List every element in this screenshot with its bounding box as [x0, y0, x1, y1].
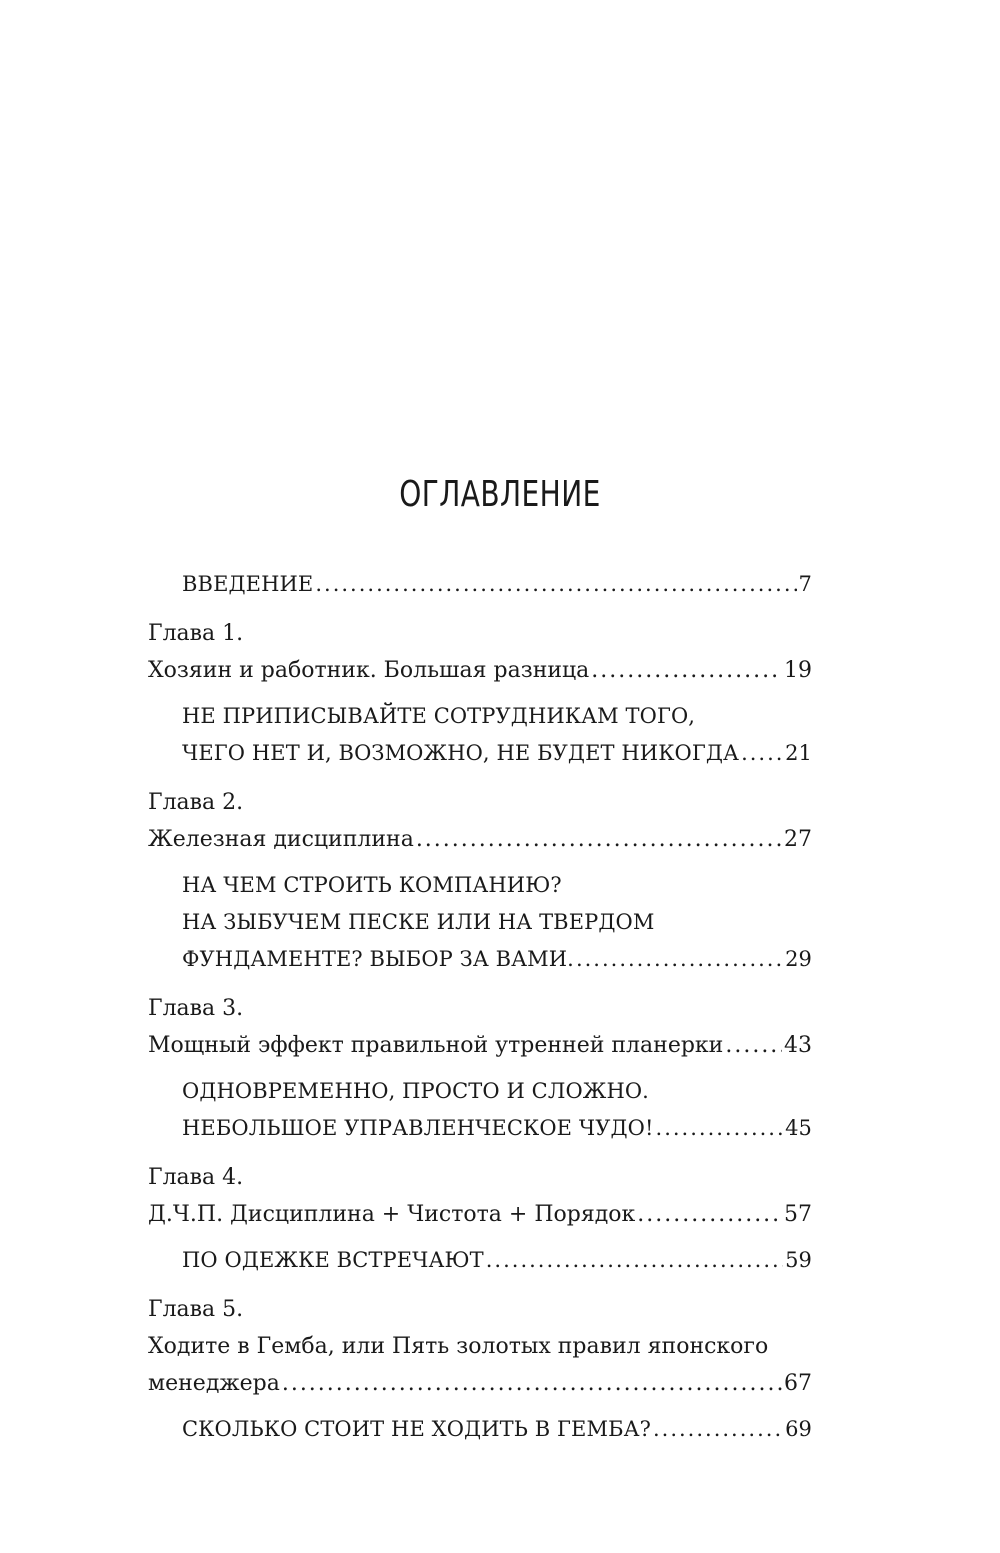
toc-entry-title: Д.Ч.П. Дисциплина + Чистота + Порядок: [148, 1202, 636, 1227]
toc-page-number: 43: [784, 1033, 812, 1058]
chapter-label: Глава 3.: [148, 996, 244, 1021]
toc-subentry-line: ОДНОВРЕМЕННО, ПРОСТО И СЛОЖНО.: [182, 1079, 649, 1103]
toc-subentry-line: НЕ ПРИПИСЫВАЙТЕ СОТРУДНИКАМ ТОГО,: [182, 704, 696, 728]
toc-page-number: 67: [784, 1371, 812, 1396]
dot-leader: [416, 821, 782, 858]
toc-subentry-line: НА ЧЕМ СТРОИТЬ КОМПАНИЮ?: [182, 873, 562, 897]
toc-entry-title: Хозяин и работник. Большая разница: [148, 658, 590, 683]
toc-entry-chapter-2[interactable]: [148, 821, 812, 858]
toc-page-number: 29: [785, 947, 812, 971]
toc-entry-title: ЧЕГО НЕТ И, ВОЗМОЖНО, НЕ БУДЕТ НИКОГДА: [182, 741, 740, 765]
dot-leader: [656, 1110, 784, 1147]
chapter-label: Глава 1.: [148, 621, 244, 646]
toc-entry-title: НЕБОЛЬШОЕ УПРАВЛЕНЧЕСКОЕ ЧУДО!: [182, 1116, 654, 1140]
dot-leader: [486, 1242, 783, 1279]
toc-page-number: 59: [785, 1248, 812, 1272]
dot-leader: [315, 566, 796, 603]
toc-subentry-line: НА ЗЫБУЧЕМ ПЕСКЕ ИЛИ НА ТВЕРДОМ: [182, 910, 655, 934]
toc-entry-title: ФУНДАМЕНТЕ? ВЫБОР ЗА ВАМИ.: [182, 947, 574, 971]
toc-entry-chapter-3[interactable]: [148, 1027, 812, 1064]
toc-page-number: 21: [785, 741, 812, 765]
toc-entry-title: СКОЛЬКО СТОИТ НЕ ХОДИТЬ В ГЕМБА?: [182, 1417, 651, 1441]
toc-entry-title: менеджера: [148, 1371, 280, 1396]
chapter-label: Глава 5.: [148, 1297, 244, 1322]
chapter-label: Глава 2.: [148, 790, 244, 815]
toc-entry-line: Ходите в Гемба, или Пять золотых правил японского: [148, 1334, 769, 1359]
dot-leader: [637, 1196, 782, 1233]
toc-subentry-chapter-2[interactable]: [148, 941, 812, 978]
toc-page-number: 45: [785, 1116, 812, 1140]
dot-leader: [725, 1027, 782, 1064]
toc-entry-intro[interactable]: [148, 566, 812, 603]
toc-page-number: 69: [785, 1417, 812, 1441]
dot-leader: [653, 1411, 783, 1448]
chapter-label: Глава 4.: [148, 1165, 244, 1190]
toc-subentry-chapter-3[interactable]: [148, 1110, 812, 1147]
toc-entry-title: Мощный эффект правильной утренней планерки: [148, 1033, 724, 1058]
toc-entry-chapter-5[interactable]: [148, 1365, 812, 1402]
toc-page-number: 57: [784, 1202, 812, 1227]
toc-entry-title: ПО ОДЕЖКЕ ВСТРЕЧАЮТ: [182, 1248, 484, 1272]
dot-leader: [741, 735, 783, 772]
dot-leader: [591, 652, 782, 689]
page-title: ОГЛАВЛЕНИЕ: [399, 474, 601, 515]
toc-entry-title: Железная дисциплина: [148, 827, 414, 852]
dot-leader: [282, 1365, 782, 1402]
toc-subentry-chapter-1[interactable]: [148, 735, 812, 772]
toc-entry-chapter-1[interactable]: [148, 652, 812, 689]
toc-page-number: 27: [784, 827, 812, 852]
toc-entry-title: ВВЕДЕНИЕ: [182, 572, 314, 596]
dot-leader: [576, 941, 783, 978]
toc-subentry-chapter-4[interactable]: [148, 1242, 812, 1279]
toc-entry-chapter-4[interactable]: [148, 1196, 812, 1233]
toc-page-number: 7: [798, 572, 812, 596]
toc-subentry-chapter-5[interactable]: [148, 1411, 812, 1448]
table-of-contents: [148, 566, 812, 1448]
toc-page-number: 19: [784, 658, 812, 683]
